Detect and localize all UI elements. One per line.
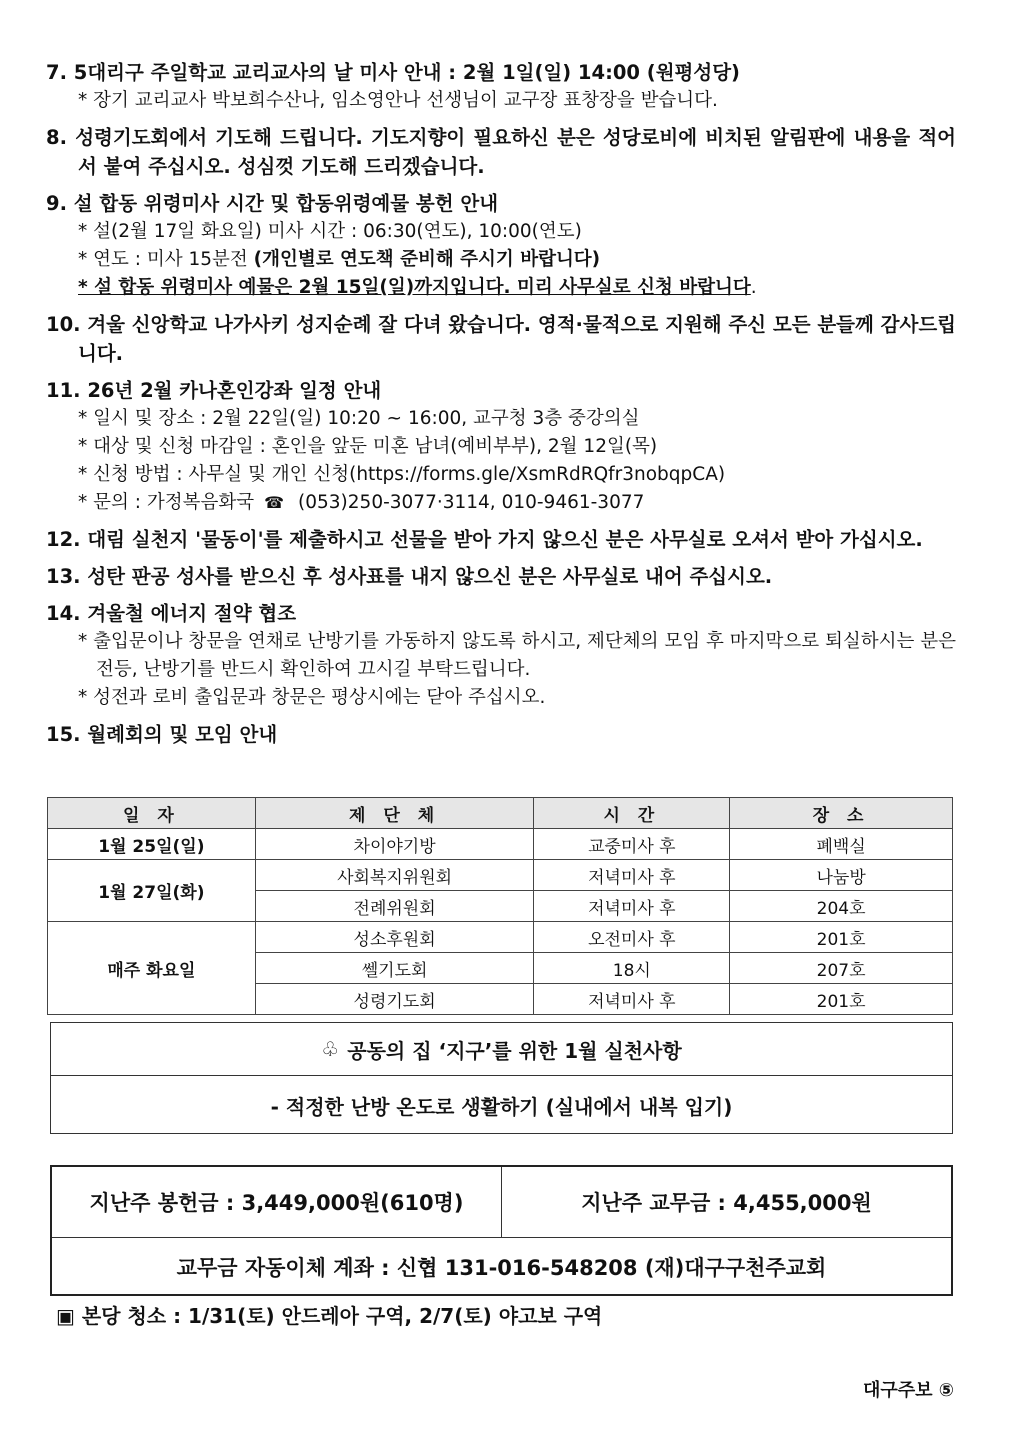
- notice-14-sub-2: * 성전과 로비 출입문과 창문은 평상시에는 닫아 주십시오.: [78, 687, 546, 708]
- row-group: 전례위원회: [255, 891, 534, 922]
- page-footer: 대구주보 ⑤: [862, 1380, 954, 1401]
- notice-14-title: 14. 겨울철 에너지 절약 협조: [46, 602, 297, 625]
- notice-9-sub-3: [46, 274, 956, 302]
- notice-11-title: 11. 26년 2월 카나혼인강좌 일정 안내: [46, 379, 382, 402]
- notice-9-sub-1: * 설(2월 17일 화요일) 미사 시간 : 06:30(연도), 10:00(연도): [78, 221, 582, 242]
- row-place: 201호: [730, 922, 953, 953]
- offering-total: 지난주 봉헌금 : 3,449,000원(610명): [89, 1191, 464, 1215]
- notice-8: [46, 123, 956, 181]
- finance-top-row: [52, 1167, 951, 1238]
- practice-title-row: [51, 1023, 952, 1076]
- notice-9-title: 9. 설 합동 위령미사 시간 및 합동위령예물 봉헌 안내: [46, 192, 499, 215]
- row-date: 매주 화요일: [48, 922, 256, 1015]
- header-place: 장 소: [730, 798, 953, 829]
- notice-15: [46, 720, 956, 749]
- row-date: 1월 27일(화): [48, 860, 256, 922]
- notice-13: [46, 562, 956, 591]
- notice-11-contact: [46, 489, 956, 517]
- account-info: 교무금 자동이체 계좌 : 신협 131-016-548208 (재)대구구천주교회: [176, 1255, 827, 1280]
- contact-phone: (053)250-3077·3114, 010-9461-3077: [298, 492, 645, 513]
- table-row: [48, 829, 953, 860]
- notice-11: [46, 376, 956, 517]
- notice-9-sub-3-bold: * 설 합동 위령미사 예물은 2월 15일(일)까지입니다. 미리 사무실로 신청 바랍니다: [78, 277, 751, 298]
- table-row: [48, 922, 953, 953]
- notice-9-sub-2-bold: (개인별로 연도책 준비해 주시기 바랍니다): [253, 249, 601, 270]
- notice-14-sub-1: * 출입문이나 창문을 연채로 난방기를 가동하지 않도록 하시고, 제단체의 모임 후 마지막으로 퇴실하시는 분은 전등, 난방기를 반드시 확인하여 끄시길 부탁드립니다.: [78, 631, 956, 680]
- row-time: 18시: [534, 953, 730, 984]
- notice-9-sub-2: [46, 246, 956, 274]
- row-time: 오전미사 후: [534, 922, 730, 953]
- row-time: 저녁미사 후: [534, 984, 730, 1015]
- row-group: 차이야기방: [255, 829, 534, 860]
- notice-11-sub-3: * 신청 방법 : 사무실 및 개인 신청(https://forms.gle/XsmRdRQfr3nobqpCA): [78, 464, 726, 485]
- table-row: [48, 860, 953, 891]
- notice-7-title: 7. 5대리구 주일학교 교리교사의 날 미사 안내 : 2월 1일(일) 14:00 (원평성당): [46, 61, 740, 84]
- notice-7: [46, 58, 956, 115]
- header-time: 시 간: [534, 798, 730, 829]
- meeting-schedule-table: [47, 797, 953, 1015]
- row-place: 나눔방: [730, 860, 953, 891]
- table-header-row: [48, 798, 953, 829]
- notice-10: [46, 310, 956, 368]
- row-place: 204호: [730, 891, 953, 922]
- row-group: 쎌기도회: [255, 953, 534, 984]
- row-time: 저녁미사 후: [534, 860, 730, 891]
- finance-box: [50, 1165, 953, 1296]
- cleaning-schedule: ▣ 본당 청소 : 1/31(토) 안드레아 구역, 2/7(토) 야고보 구역: [56, 1304, 603, 1328]
- row-group: 성소후원회: [255, 922, 534, 953]
- row-place: 폐백실: [730, 829, 953, 860]
- dues-total: 지난주 교무금 : 4,455,000원: [501, 1167, 951, 1237]
- row-place: 207호: [730, 953, 953, 984]
- monthly-practice-box: [50, 1022, 953, 1134]
- practice-body: - 적정한 난방 온도로 생활하기 (실내에서 내복 입기): [270, 1094, 733, 1119]
- header-group: 제 단 체: [255, 798, 534, 829]
- notice-11-sub-1: * 일시 및 장소 : 2월 22일(일) 10:20 ~ 16:00, 교구청 3층 중강의실: [78, 408, 640, 429]
- phone-icon: ☎: [264, 493, 285, 512]
- row-time: 저녁미사 후: [534, 891, 730, 922]
- notice-12-title: 12. 대림 실천지 '물동이'를 제출하시고 선물을 받아 가지 않으신 분은 사무실로 오셔서 받아 가십시오.: [46, 528, 923, 551]
- notice-8-title: 8. 성령기도회에서 기도해 드립니다. 기도지향이 필요하신 분은 성당로비에 비치된 알림판에 내용을 적어서 붙여 주십시오. 성심껏 기도해 드리겠습니다.: [46, 126, 956, 178]
- notice-11-sub-2: * 대상 및 신청 마감일 : 혼인을 앞둔 미혼 남녀(예비부부), 2월 12일(목): [78, 436, 658, 457]
- notice-7-sub: * 장기 교리교사 박보희수산나, 임소영안나 선생님이 교구장 표창장을 받습니다.: [78, 90, 718, 111]
- notice-9-sub-3-end: .: [750, 277, 757, 298]
- practice-title: 공동의 집 ‘지구’를 위한 1월 실천사항: [347, 1038, 682, 1063]
- notice-9-sub-2-text: * 연도 : 미사 15분전: [78, 249, 254, 270]
- notice-12: [46, 525, 956, 554]
- notice-9: [46, 189, 956, 302]
- row-time: 교중미사 후: [534, 829, 730, 860]
- header-date: 일 자: [48, 798, 256, 829]
- notice-10-title: 10. 겨울 신앙학교 나가사키 성지순례 잘 다녀 왔습니다. 영적·물적으로 지원해 주신 모든 분들께 감사드립니다.: [46, 313, 956, 365]
- notice-15-title: 15. 월례회의 및 모임 안내: [46, 723, 278, 746]
- row-group: 성령기도회: [255, 984, 534, 1015]
- club-icon: ♧: [321, 1037, 340, 1061]
- row-group: 사회복지위원회: [255, 860, 534, 891]
- row-date: 1월 25일(일): [48, 829, 256, 860]
- notice-list: [46, 58, 956, 757]
- notice-13-title: 13. 성탄 판공 성사를 받으신 후 성사표를 내지 않으신 분은 사무실로 내어 주십시오.: [46, 565, 773, 588]
- row-place: 201호: [730, 984, 953, 1015]
- contact-label: * 문의 : 가정복음화국: [78, 492, 255, 513]
- notice-14: [46, 599, 956, 712]
